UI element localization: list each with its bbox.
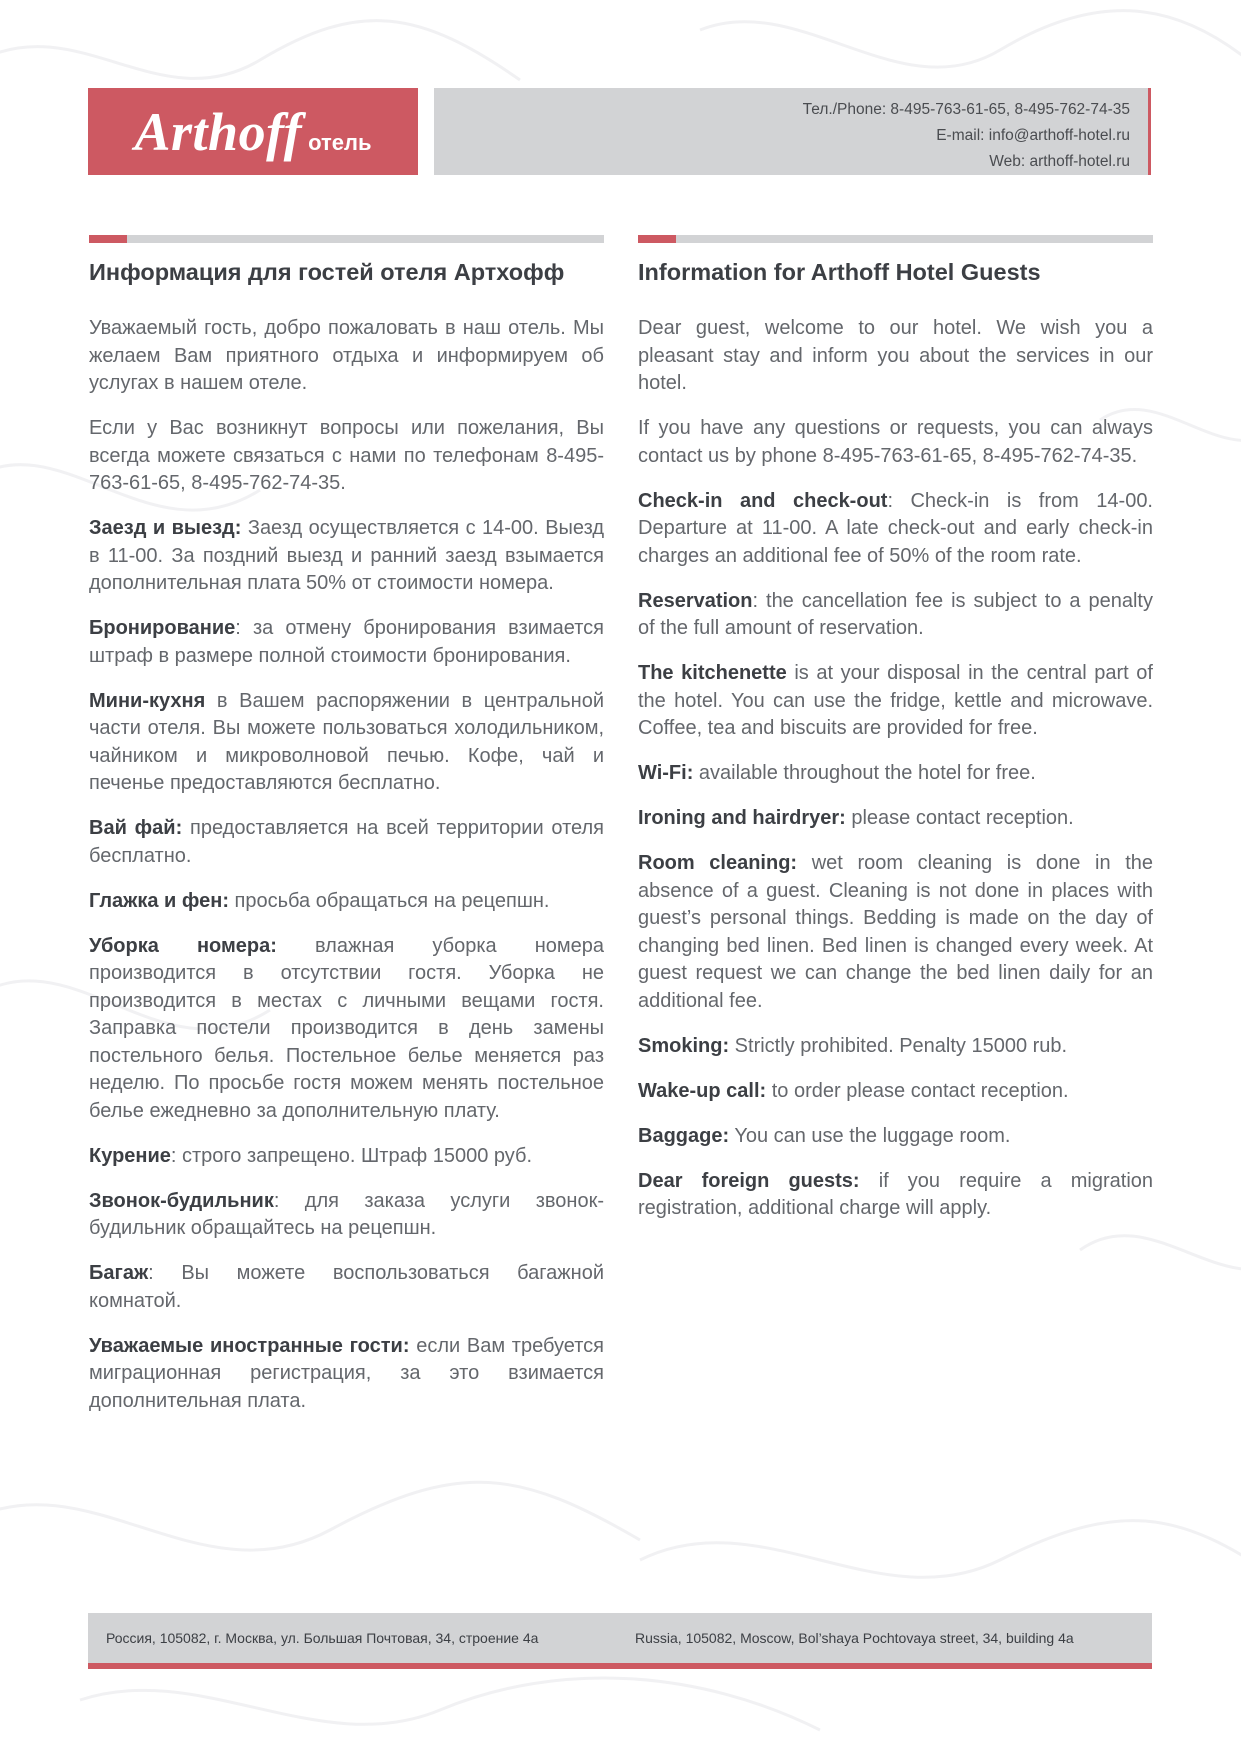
russian-intro-contact: Если у Вас возникнут вопросы или пожелания, Вы всегда можете связаться с нами по телефонам 8-495-763-61-65, 8-495-762-74-35.	[89, 417, 604, 494]
en-wakeup-label: Wake-up call:	[638, 1079, 767, 1102]
ru-foreign	[89, 1333, 604, 1416]
address-footer	[88, 1613, 1152, 1669]
address-english: Russia, 105082, Moscow, Bol’shaya Pochtovaya street, 34, building 4a	[635, 1630, 1074, 1646]
ru-checkin-label: Заезд и выезд:	[89, 517, 242, 539]
address-russian: Россия, 105082, г. Москва, ул. Большая Почтовая, 34, строение 4а	[106, 1630, 539, 1646]
ru-smoking-label: Курение	[89, 1144, 171, 1167]
en-kitchen-label: The kitchenette	[638, 662, 787, 684]
en-reservation-text: : the cancellation fee is subject to a penalty of the full amount of reservation.	[638, 589, 1153, 639]
logo-subtitle: отель	[308, 129, 372, 155]
contact-email: E-mail: info@arthoff-hotel.ru	[936, 127, 1130, 144]
en-cleaning-label: Room cleaning:	[638, 852, 798, 874]
ru-smoking	[89, 1143, 604, 1171]
ru-cleaning	[89, 933, 604, 1126]
ru-baggage-text: : Вы можете воспользоваться багажной комнатой.	[89, 1262, 604, 1312]
ru-baggage	[89, 1260, 604, 1315]
column-divider	[638, 235, 1153, 243]
english-intro-welcome: Dear guest, welcome to our hotel. We wish you a pleasant stay and inform you about the services in our hotel.	[638, 317, 1153, 394]
ru-foreign-label: Уважаемые иностранные гости:	[89, 1334, 410, 1357]
en-wifi-text: available throughout the hotel for free.	[693, 762, 1036, 784]
ru-wifi	[89, 815, 604, 870]
en-checkin	[638, 488, 1153, 571]
en-kitchen-text: is at your disposal in the central part of the hotel. You can use the fridge, kettle and microwave. Coffee, tea and biscuits are provided for free.	[638, 662, 1153, 739]
ru-foreign-text: если Вам требуется миграционная регистрация, за это взимается дополнительная плата.	[89, 1334, 604, 1412]
ru-kitchen	[89, 688, 604, 798]
en-smoking-label: Smoking:	[638, 1034, 730, 1057]
en-reservation-label: Reservation	[638, 589, 753, 612]
en-cleaning	[638, 850, 1153, 1015]
english-intro-contact: If you have any questions or requests, you can always contact us by phone 8-495-763-61-65, 8-495-762-74-35.	[638, 417, 1153, 467]
en-wifi	[638, 760, 1153, 788]
en-baggage-text: You can use the luggage room.	[729, 1124, 1011, 1147]
en-foreign-label: Dear foreign guests:	[638, 1169, 860, 1192]
en-ironing-label: Ironing and hairdryer:	[638, 807, 846, 829]
russian-title: Информация для гостей отеля Артхофф	[89, 259, 565, 285]
en-ironing-text: please contact reception.	[845, 807, 1074, 829]
en-baggage	[638, 1123, 1153, 1151]
en-checkin-text: : Check-in is from 14-00. Departure at 11-00. A late check-out and early check-in charges an additional fee of 50% of the room rate.	[638, 489, 1153, 567]
en-reservation	[638, 588, 1153, 643]
en-cleaning-text: wet room cleaning is done in the absence of a guest. Cleaning is not done in places with guest’s personal things. Bedding is made on the day of changing bed linen. Bed linen is changed every week. At guest request we can change the bed linen daily for an additional fee.	[638, 852, 1153, 1012]
en-wakeup	[638, 1078, 1153, 1106]
ru-smoking-text: : строго запрещено. Штраф 15000 руб.	[170, 1144, 533, 1167]
ru-checkin-text: Заезд осуществляется с 14-00. Выезд в 11-00. За поздний выезд и ранний заезд взымается дополнительная плата 50% от стоимости номера.	[89, 517, 604, 594]
en-baggage-label: Baggage:	[638, 1124, 730, 1147]
ru-ironing-label: Глажка и фен:	[89, 889, 229, 912]
english-column	[638, 235, 1153, 1223]
column-divider	[89, 235, 604, 243]
ru-wifi-label: Вай фай:	[89, 817, 183, 839]
ru-reservation	[89, 615, 604, 670]
ru-ironing-text: просьба обращаться на рецепшн.	[229, 889, 550, 912]
logo-wordmark: Arthoff	[134, 101, 303, 162]
en-checkin-label: Check-in and check-out	[638, 489, 888, 512]
ru-reservation-text: : за отмену бронирования взимается штраф в размере полной стоимости бронирования.	[89, 617, 604, 667]
ru-wakeup-text: : для заказа услуги звонок-будильник обращайтесь на рецепшн.	[89, 1189, 604, 1239]
en-smoking	[638, 1033, 1153, 1061]
ru-reservation-label: Бронирование	[89, 617, 236, 639]
ru-kitchen-label: Мини-кухня	[89, 689, 206, 712]
ru-wifi-text: предоставляется на всей территории отеля бесплатно.	[89, 817, 604, 867]
russian-column	[89, 235, 604, 1415]
english-title: Information for Arthoff Hotel Guests	[638, 259, 1041, 285]
ru-cleaning-text: влажная уборка номера производится в отсутствии гостя. Уборка не производится в местах с личными вещами гостя. Заправка постели производится в день замены постельного белья. Постельное белье меняется раз неделю. По просьбе гостя можем менять постельное белье ежедневно за дополнительную плату.	[89, 934, 605, 1122]
contact-phone: Тел./Phone: 8-495-763-61-65, 8-495-762-74-35	[802, 101, 1130, 118]
russian-intro-welcome: Уважаемый гость, добро пожаловать в наш отель. Мы желаем Вам приятного отдыха и информируем об услугах в нашем отеле.	[89, 317, 604, 394]
ru-ironing	[89, 888, 604, 916]
en-foreign-text: if you require a migration registration, additional charge will apply.	[638, 1169, 1154, 1219]
hotel-logo	[88, 88, 418, 175]
contact-block	[434, 88, 1151, 175]
ru-wakeup-label: Звонок-будильник	[89, 1189, 274, 1212]
en-ironing	[638, 805, 1153, 833]
ru-kitchen-text: в Вашем распоряжении в центральной части отеля. Вы можете пользоваться холодильником, чайником и микроволновой печью. Кофе, чай и печенье предоставляются бесплатно.	[89, 689, 604, 794]
en-smoking-text: Strictly prohibited. Penalty 15000 rub.	[729, 1034, 1068, 1057]
en-kitchen	[638, 660, 1153, 743]
en-foreign	[638, 1168, 1153, 1223]
ru-checkin	[89, 515, 604, 598]
ru-wakeup	[89, 1188, 604, 1243]
contact-web: Web: arthoff-hotel.ru	[989, 153, 1130, 170]
en-wakeup-text: to order please contact reception.	[766, 1079, 1069, 1102]
ru-baggage-label: Багаж	[89, 1262, 149, 1284]
ru-cleaning-label: Уборка номера:	[89, 934, 277, 957]
en-wifi-label: Wi-Fi:	[638, 762, 694, 784]
